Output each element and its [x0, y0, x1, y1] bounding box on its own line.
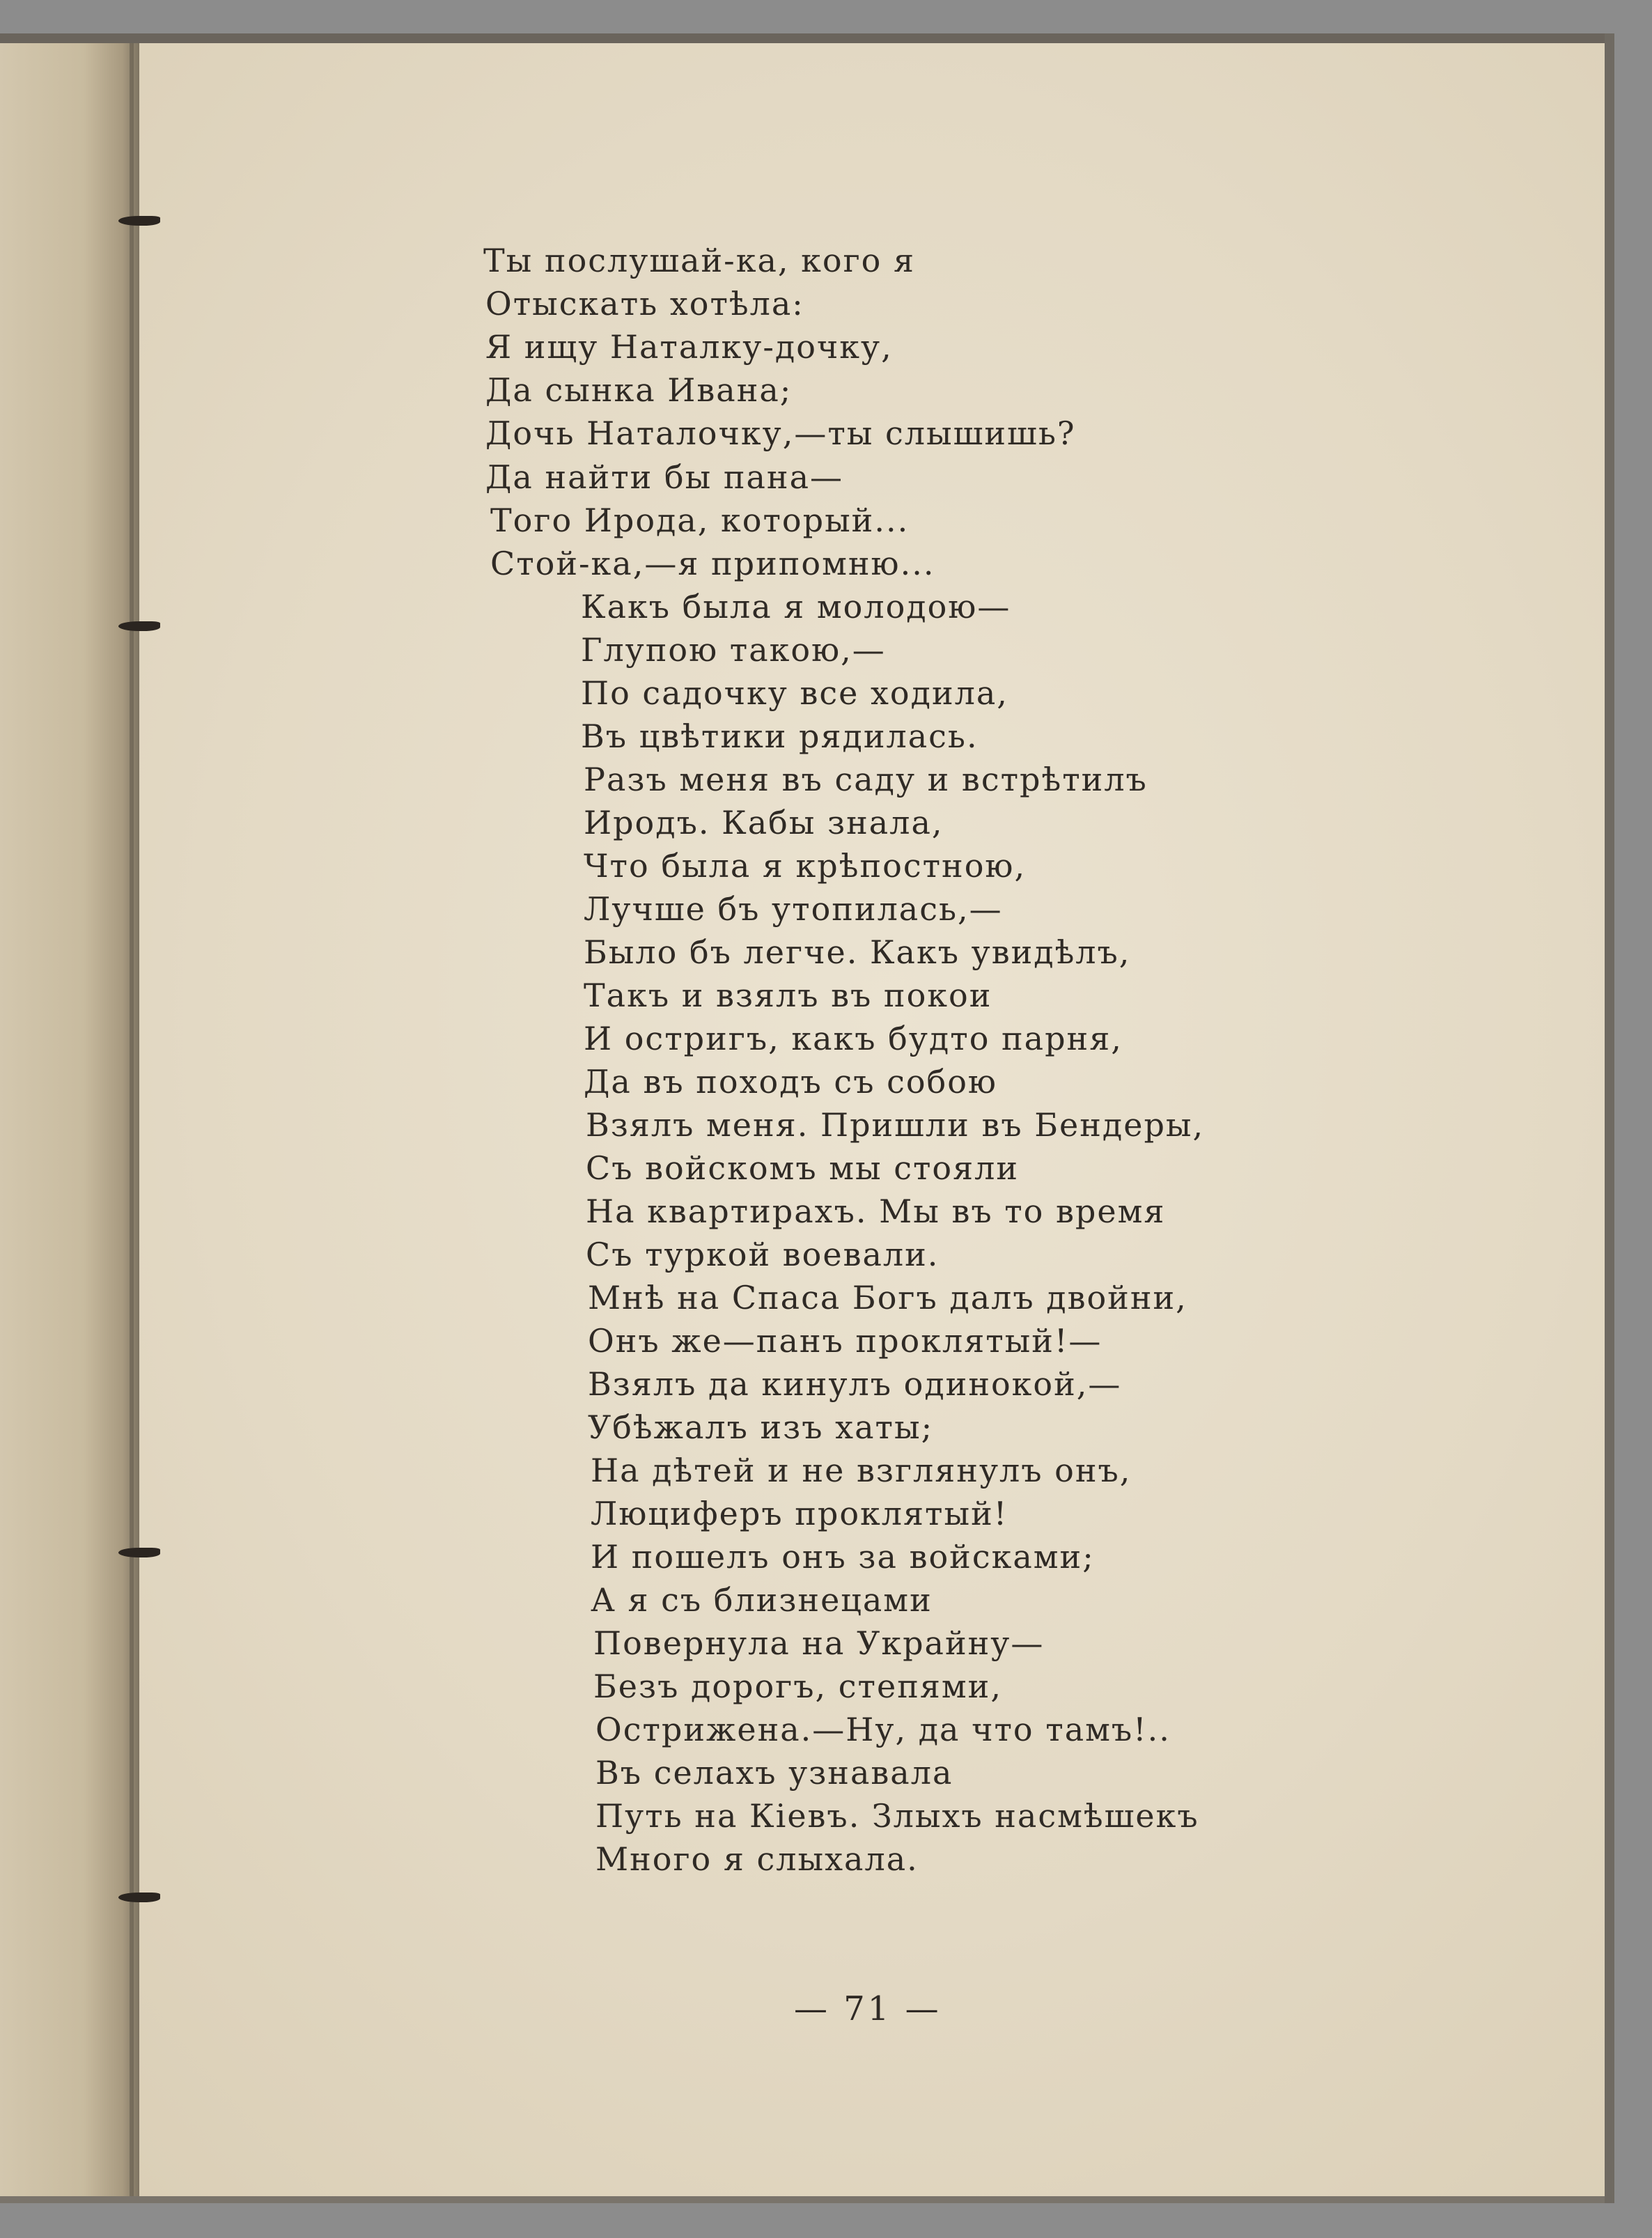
poem-line: Стой-ка,—я припомню...	[490, 545, 935, 582]
poem-line: Много я слыхала.	[595, 1840, 919, 1878]
poem-line: И пошелъ онъ за войсками;	[591, 1538, 1095, 1576]
poem-line: И остригъ, какъ будто парня,	[584, 1020, 1123, 1057]
poem-text	[0, 43, 1609, 2196]
poem-line: Иродъ. Кабы знала,	[584, 804, 944, 841]
poem-line: Глупою такою,—	[581, 631, 886, 669]
poem-line: На квартирахъ. Мы въ то время	[586, 1192, 1166, 1230]
page-edge	[1605, 33, 1614, 2203]
poem-line: Острижена.—Ну, да что тамъ!..	[595, 1711, 1171, 1748]
poem-line: Повернула на Украйну—	[593, 1624, 1045, 1662]
book-page	[0, 33, 1609, 2203]
poem-line: Онъ же—панъ проклятый!—	[588, 1322, 1102, 1360]
poem-line: Отыскать хотѣла:	[485, 285, 804, 323]
poem-line: Что была я крѣпостною,	[584, 847, 1027, 885]
poem-line: Лучше бъ утопилась,—	[584, 890, 1003, 928]
poem-line: Съ туркой воевали.	[586, 1236, 940, 1273]
poem-line: Какъ была я молодою—	[581, 588, 1011, 625]
poem-line: Безъ дорогъ, степями,	[593, 1668, 1002, 1705]
poem-line: Да въ походъ съ собою	[584, 1063, 997, 1101]
page-number: — 71 —	[794, 1989, 942, 2028]
poem-line: Такъ и взялъ въ покои	[584, 977, 992, 1014]
poem-line: Убѣжалъ изъ хаты;	[588, 1408, 934, 1446]
poem-line: Я ищу Наталку-дочку,	[485, 328, 893, 366]
poem-line: Съ войскомъ мы стояли	[586, 1149, 1020, 1187]
poem-line: Мнѣ на Спаса Богъ далъ двойни,	[588, 1279, 1187, 1316]
poem-line: А я съ близнецами	[591, 1581, 933, 1619]
poem-line: Ты послушай-ка, кого я	[483, 242, 916, 279]
poem-line: Да найти бы пана—	[485, 458, 844, 496]
poem-line: Путь на Кіевъ. Злыхъ насмѣшекъ	[595, 1797, 1199, 1835]
poem-line: Взялъ да кинулъ одинокой,—	[588, 1365, 1122, 1403]
poem-line: Да сынка Ивана;	[485, 371, 793, 409]
poem-line: Разъ меня въ саду и встрѣтилъ	[584, 761, 1148, 798]
poem-line: Взялъ меня. Пришли въ Бендеры,	[586, 1106, 1205, 1144]
poem-line: Въ цвѣтики рядилась.	[581, 717, 979, 755]
poem-line: Было бъ легче. Какъ увидѣлъ,	[584, 933, 1131, 971]
poem-line: Люциферъ проклятый!	[591, 1495, 1008, 1532]
poem-line: Того Ирода, который...	[490, 502, 910, 539]
poem-line: По садочку все ходила,	[581, 674, 1008, 712]
poem-line: Дочь Наталочку,—ты слышишь?	[485, 414, 1076, 452]
poem-line: На дѣтей и не взглянулъ онъ,	[591, 1452, 1132, 1489]
poem-line: Въ селахъ узнавала	[595, 1754, 953, 1792]
